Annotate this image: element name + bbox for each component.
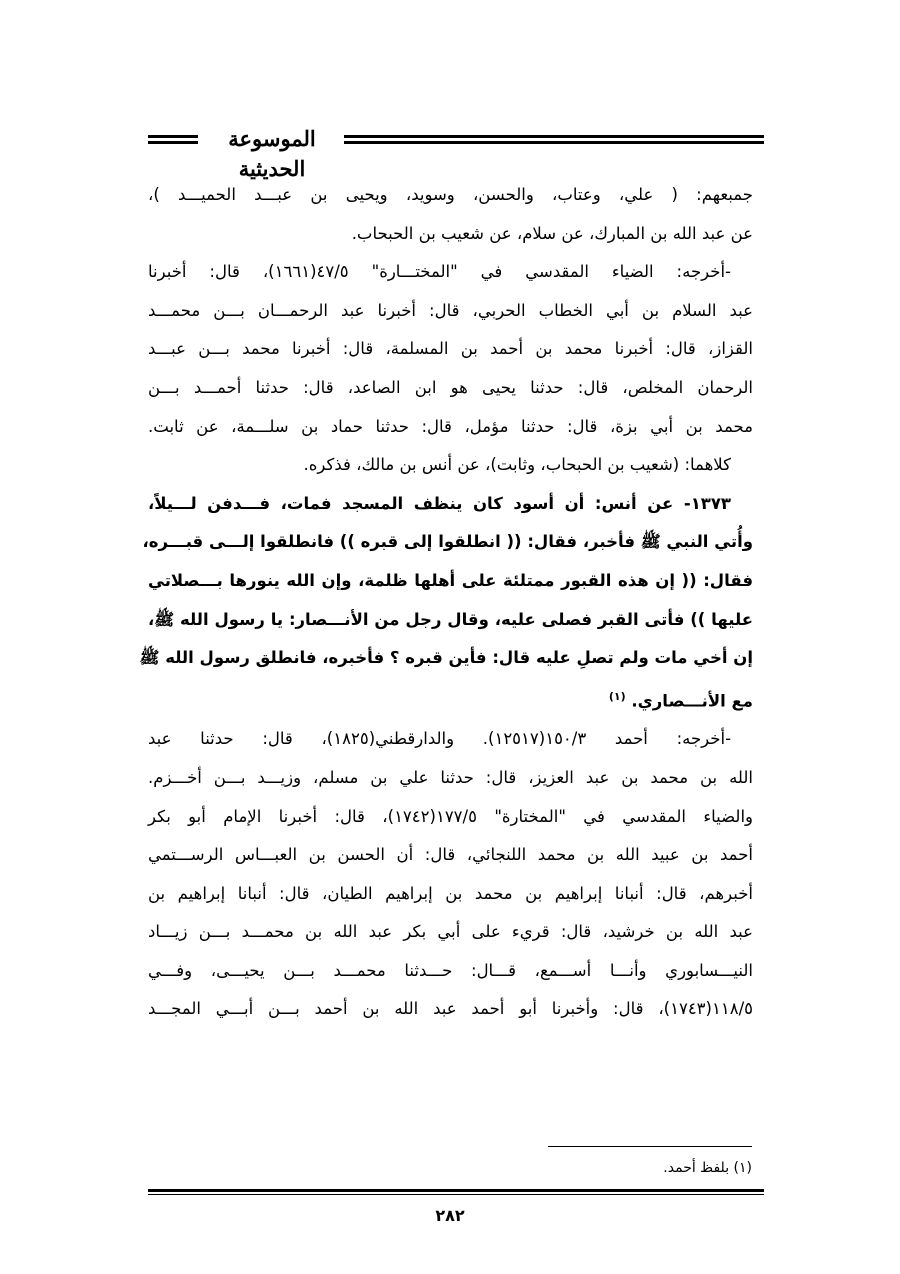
text-line: القزاز، قال: أخبرنا محمد بن أحمد بن المسلمة، قال: أخبرنا محمد بـــن عبـــد xyxy=(148,339,753,359)
text-line: عليها )) فأتى القبر فصلى عليه، وقال رجل من الأنـــصار: يا رسول الله ﷺ، xyxy=(148,609,753,629)
paragraph-3 xyxy=(148,446,753,485)
text-line: عبد السلام بن أبي الخطاب الحربي، قال: أخبرنا عبد الرحمـــان بـــن محمـــد xyxy=(148,300,753,320)
header-title: الموسوعة الحديثية xyxy=(228,126,316,181)
paragraph-2 xyxy=(148,253,753,446)
header-rule-left xyxy=(148,135,198,144)
text-line: النيـــسابوري وأنـــا أســـمع، قـــال: حـــدثنا محمـــد بـــن يحيـــى، وفـــي xyxy=(148,960,753,980)
text-line: ١١٨/٥(١٧٤٣)، قال: وأخبرنا أبو أحمد عبد الله بن أحمد بـــن أبـــي المجـــد xyxy=(148,999,753,1019)
paragraph-4 xyxy=(148,720,753,1029)
text-line: جمبعهم: ( علي، وعتاب، والحسن، وسويد، ويحيى بن عبـــد الحميـــد )، xyxy=(148,185,753,204)
page-number: ٢٨٢ xyxy=(435,1206,465,1225)
text-line: عن عبد الله بن المبارك، عن سلام، عن شعيب بن الحبحاب. xyxy=(351,223,753,243)
text-line: -أخرجه: الضياء المقدسي في "المختـــارة" ٤٧/٥(١٦٦١)، قال: أخبرنا xyxy=(148,262,731,282)
text-line: والضياء المقدسي في "المختارة" ١٧٧/٥(١٧٤٢)، قال: أخبرنا الإمام أبو بكر xyxy=(148,806,754,826)
footnote-marker: (١) xyxy=(608,689,626,703)
text-line: كلاهما: (شعيب بن الحبحاب، وثابت)، عن أنس بن مالك، فذكره. xyxy=(303,455,731,475)
body-text xyxy=(139,176,754,1029)
text-line: الله بن محمد بن عبد العزيز، قال: حدثنا علي بن مسلم، وزيـــد بـــن أخـــزم. xyxy=(148,767,753,787)
hadith-last-line: مع الأنـــصاري. xyxy=(631,691,753,711)
header-rule-right xyxy=(344,135,764,144)
text-line: فقال: (( إن هذه القبور ممتلئة على أهلها ظلمة، وإن الله ينورها بـــصلاتي xyxy=(148,570,753,590)
text-line xyxy=(148,678,753,717)
footer-rule xyxy=(148,1189,764,1195)
text-line: أحمد بن عبيد الله بن محمد اللنجائي، قال: أن الحسن بن العبـــاس الرســـتمي xyxy=(148,845,753,865)
hadith-paragraph xyxy=(139,485,753,717)
text-line: إن أخي مات ولم تصلِ عليه قال: فأين قبره ؟ فأخبره، فانطلق رسول الله ﷺ xyxy=(139,648,753,668)
page-header xyxy=(148,124,764,181)
text-line: وأُتي النبي ﷺ فأخبر، فقال: (( انطلقوا إلى قبره )) فانطلقوا إلـــى قبـــره، xyxy=(142,532,753,552)
footnote-rule xyxy=(548,1146,752,1147)
paragraph-1 xyxy=(148,176,753,253)
text-line: -أخرجه: أحمد ١٥٠/٣(١٢٥١٧). والدارقطني(١٨٢٥)، قال: حدثنا عبد xyxy=(148,729,732,749)
text-line: الرحمان المخلص، قال: حدثنا يحيى هو ابن الصاعد، قال: حدثنا أحمـــد بـــن xyxy=(148,377,753,397)
text-line: أخبرهم، قال: أنبانا إبراهيم بن محمد بن إبراهيم الطيان، قال: أنبانا إبراهيم بن xyxy=(148,883,753,903)
text-line: محمد بن أبي بزة، قال: حدثنا مؤمل، قال: حدثنا حماد بن سلـــمة، عن ثابت. xyxy=(148,416,753,436)
text-line: عبد الله بن خرشيد، قال: قريء على أبي بكر عبد الله بن محمـــد بـــن زيـــاد xyxy=(148,922,753,942)
footnote-text: (١) بلفظ أحمد. xyxy=(663,1160,752,1176)
text-line: ١٣٧٣- عن أنس: أن أسود كان ينظف المسجد فمات، فـــدفن لـــيلاً، xyxy=(148,493,731,513)
